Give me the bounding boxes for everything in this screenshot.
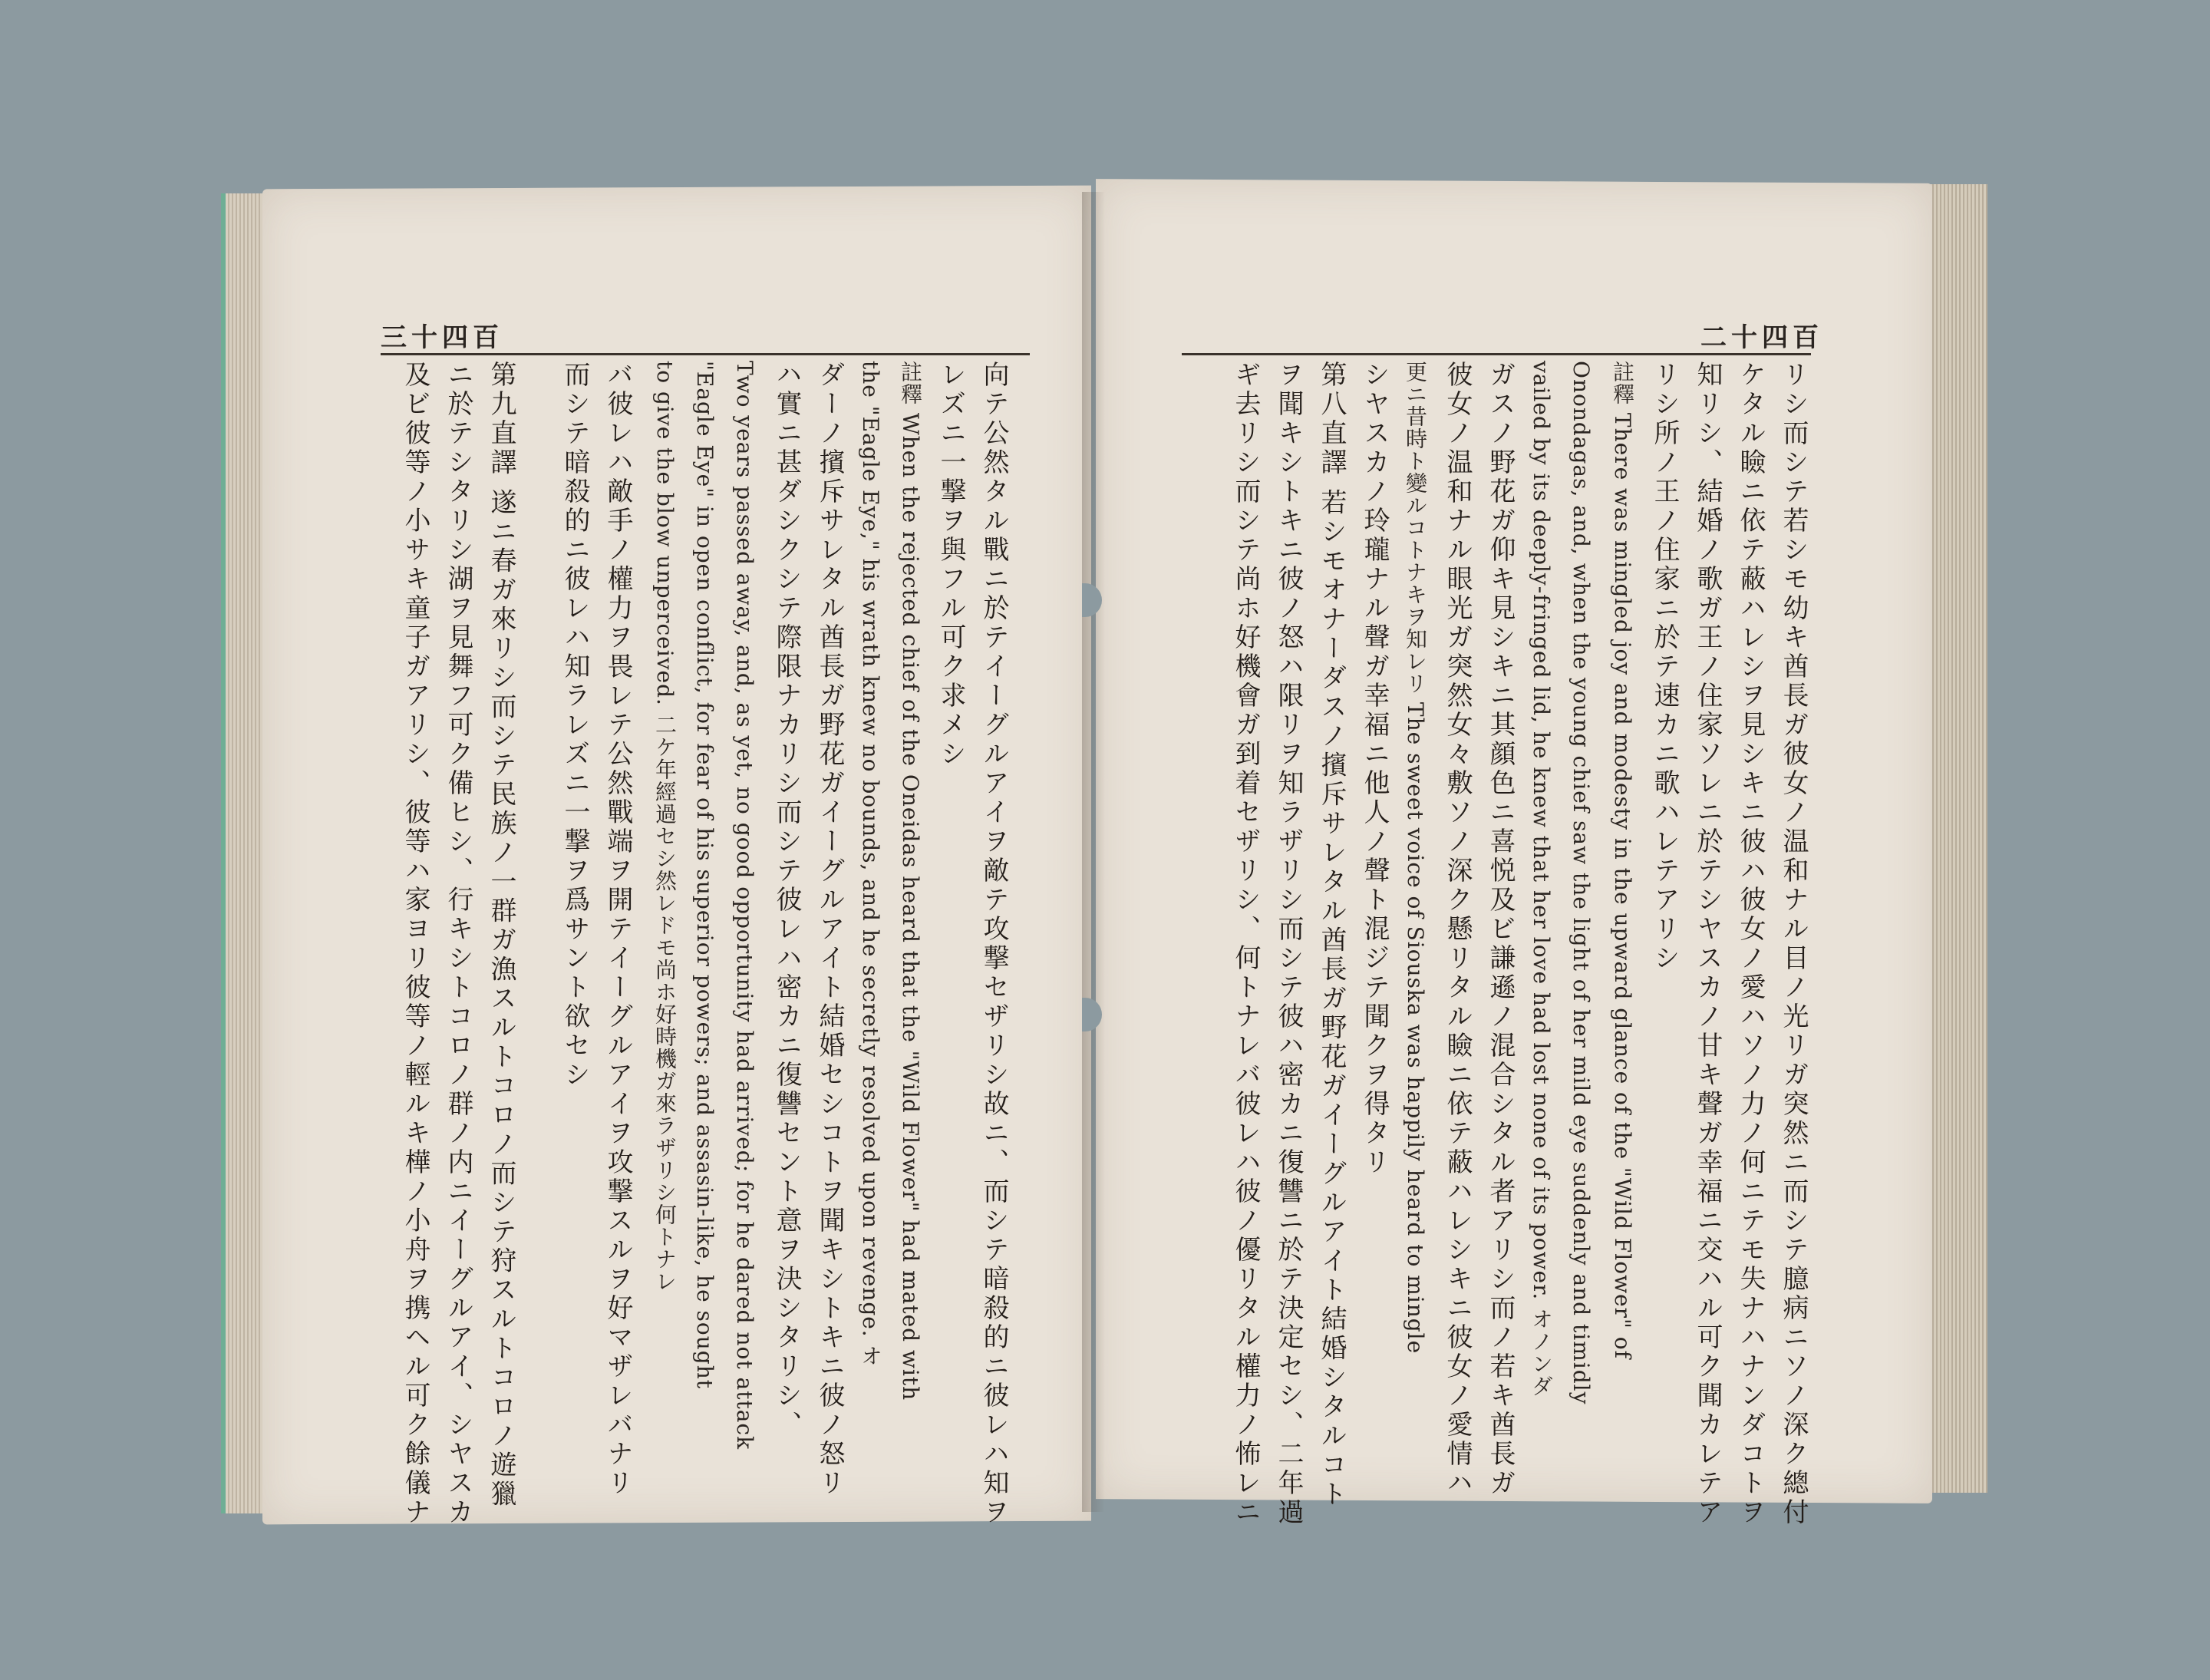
left-col-8: "Eagle Eye" in open conflict, for fear of his superior powers; and assasin-like, he sought (692, 361, 717, 1390)
right-page-edge (1926, 184, 1987, 1493)
right-col-4: リシ所ノ王ノ住家ニ於テ速カニ歌ハレテアリシ (1649, 361, 1680, 973)
left-col-10: バ彼レハ敵手ノ權力ヲ畏レテ公然戰端ヲ開テイーグルアイヲ攻撃スルヲ好マザレバナリ (602, 361, 633, 1498)
book-gutter (1082, 192, 1105, 1512)
left-col-2: レズニ一撃ヲ與フル可ク求メシ (935, 361, 966, 769)
left-page-number: 三十四百 (381, 322, 503, 353)
left-col-5: ダーノ擯斥サレタル酋長ガ野花ガイーグルアイト結婚セシコトヲ聞キシトキニ彼ノ怒リ (814, 361, 845, 1498)
left-col-11: 而シテ暗殺的ニ彼レハ知ラレズニ一撃ヲ爲サント欲セシ (559, 361, 590, 1090)
left-header-rule (381, 353, 1030, 355)
left-col-13: ニ於テシタリシ湖ヲ見舞フ可ク備ヒシ、行キシトコロノ群ノ内ニイーグルアイ、シヤスカ (443, 361, 473, 1527)
right-col-1: リシ而シテ若シモ幼キ酋長ガ彼女ノ温和ナル目ノ光リガ突然ニ而シテ臆病ニソノ深ク總付 (1778, 361, 1809, 1527)
right-col-13: ヲ聞キシトキニ彼ノ怒ハ限リヲ知ラザリシ而シテ彼ハ密カニ復讐ニ於テ決定セシ、二年過 (1273, 361, 1304, 1527)
right-col-8: ガスノ野花ガ仰キ見シキニ其顔色ニ喜悦及ビ謙遜ノ混合シタル者アリシ而ノ若キ酋長ガ (1485, 361, 1516, 1498)
right-header-rule (1182, 353, 1811, 355)
right-col-2: ケタル瞼ニ依テ蔽ハレシヲ見シキニ彼ハ彼女ノ愛ハソノ力ノ何ニテモ失ナハナンダコトヲ (1735, 361, 1766, 1527)
right-col-9: 彼女ノ温和ナル眼光ガ突然女々敷ソノ深ク懸リタル瞼ニ依テ蔽ハレシキニ彼女ノ愛情ハ (1442, 361, 1473, 1498)
left-col-7: Two years passed away, and, as yet, no good opportunity had arrived; for he dared not attack (732, 361, 757, 1451)
right-col-12: 第八直譯 若シモオナーダスノ擯斥サレタル酋長ガ野花ガイーグルアイト結婚シタルコト (1316, 361, 1347, 1510)
left-col-9: to give the blow unperceived. 二ケ年經過セシ然レドモ尚ホ好時機ガ來ラザリシ何トナレ (652, 361, 678, 1292)
right-col-10: 更ニ昔時ト變ルコトナキヲ知レリ The sweet voice of Siouska was happily heard to mingle (1403, 361, 1428, 1355)
right-col-11: シヤスカノ玲瓏ナル聲ガ幸福ニ他人ノ聲ト混ジテ聞クヲ得タリ (1359, 361, 1390, 1177)
right-page-number: 二十四百 (1700, 322, 1823, 353)
left-col-3: 註釋 When the rejected chief of the Oneidas heard that the "Wild Flower" had mated with (898, 361, 923, 1401)
right-col-14: ギ去リシ而シテ尚ホ好機會ガ到着セザリシ、何トナレバ彼レハ彼ノ優リタル權力ノ怖レニ (1230, 361, 1261, 1527)
left-col-6: ハ實ニ甚ダシクシテ際限ナカリシ而シテ彼レハ密カニ復讐セント意ヲ決シタリシ、 (771, 361, 802, 1440)
left-col-4: the "Eagle Eye," his wrath knew no bounds, and he secretly resolved upon revenge. オ (858, 361, 883, 1368)
left-col-12: 第九直譯 遂ニ春ガ來リシ而シテ民族ノ一群ガ漁スルトコロノ而シテ狩スルトコロノ遊獵 (486, 361, 516, 1510)
right-col-7: vailed by its deeply-fringed lid, he knew that her love had lost none of its power. オノンダ (1529, 361, 1554, 1398)
left-col-1: 向テ公然タル戰ニ於テイーグルアイヲ敵テ攻撃セザリシ故ニ、而シテ暗殺的ニ彼レハ知ヲ (978, 361, 1009, 1527)
left-col-14: 及ビ彼等ノ小サキ童子ガアリシ、彼等ハ家ヨリ彼等ノ輕ルキ樺ノ小舟ヲ携ヘル可ク餘儀ナ (400, 361, 430, 1527)
right-col-3: 知リシ、結婚ノ歌ガ王ノ住家ソレニ於テシヤスカノ甘キ聲ガ幸福ニ交ハル可ク聞カレテア (1692, 361, 1723, 1527)
right-col-5: 註釋 There was mingled joy and modesty in the upward glance of the "Wild Flower" of (1610, 361, 1635, 1359)
right-col-6: Onondagas, and, when the young chief saw the light of her mild eye suddenly and timidly (1568, 361, 1594, 1405)
